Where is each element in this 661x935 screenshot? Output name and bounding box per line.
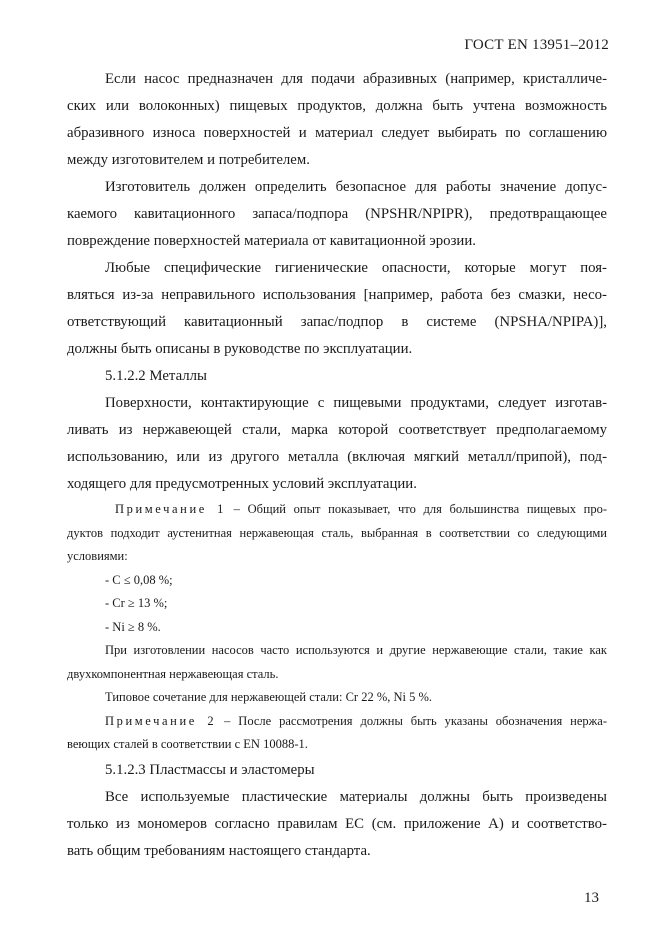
note-text: – После рассмотрения должны быть указаны обозначения нержа- bbox=[224, 713, 607, 728]
condition-item: - Cr ≥ 13 %; bbox=[105, 596, 168, 610]
note-line: двухкомпонентная нержавеющая сталь. bbox=[67, 666, 279, 681]
paragraph-hygiene bbox=[67, 255, 607, 363]
note-line: Типовое сочетание для нержавеющей стали: Cr 22 %, Ni 5 %. bbox=[105, 690, 433, 704]
paragraph-cavitation bbox=[67, 174, 607, 255]
text-line: ливать из нержавеющей стали, марка которой соответствует предполагаемому bbox=[67, 422, 607, 438]
text-line: ответствующий кавитационный запас/подпор в системе (NPSHA/NPIPA)], bbox=[67, 314, 607, 330]
note-label: Примечание 2 bbox=[105, 713, 217, 728]
page-body bbox=[67, 66, 607, 865]
section-heading-plastics: 5.1.2.3 Пластмассы и эластомеры bbox=[105, 761, 315, 778]
text-line: использованию, или из другого металла (включая мягкий металл/припой), под- bbox=[67, 449, 607, 465]
note-line: условиями: bbox=[67, 549, 128, 563]
note-label: Примечание 1 bbox=[115, 502, 226, 516]
text-line: абразивного износа поверхностей и материал следует выбирать по соглашению bbox=[67, 125, 607, 141]
condition-item: - C ≤ 0,08 %; bbox=[105, 572, 173, 587]
text-line: Любые специфические гигиенические опасности, которые могут поя- bbox=[105, 260, 607, 276]
condition-item: - Ni ≥ 8 %. bbox=[105, 619, 161, 634]
text-line: Если насос предназначен для подачи абразивных (например, кристалличе- bbox=[105, 71, 607, 87]
text-line: ходящего для предусмотренных условий эксплуатации. bbox=[67, 476, 417, 492]
paragraph-metals bbox=[67, 390, 607, 498]
text-line: Все используемые пластические материалы должны быть произведены bbox=[105, 788, 607, 805]
note-line bbox=[67, 498, 607, 522]
paragraph-abrasive bbox=[67, 66, 607, 174]
page-number: 13 bbox=[584, 890, 599, 906]
paragraph-plastics bbox=[67, 784, 607, 865]
text-line: только из мономеров согласно правилам ЕС (см. приложение А) и соответство- bbox=[67, 815, 607, 832]
text-line: каемого кавитационного запаса/подпора (NPSHR/NPIPR), предотвращающее bbox=[67, 206, 607, 222]
note-line: дуктов подходит аустенитная нержавеющая сталь, выбранная в соответствии со следующими bbox=[67, 525, 607, 540]
note-text: – Общий опыт показывает, что для большинства пищевых про- bbox=[233, 502, 607, 516]
note-line: При изготовлении насосов часто используются и другие нержавеющие стали, такие как bbox=[105, 643, 607, 657]
text-line: ских или волоконных) пищевых продуктов, должна быть учтена возможность bbox=[67, 98, 607, 114]
text-line: вать общим требованиям настоящего стандарта. bbox=[67, 842, 371, 859]
note-line: веющих сталей в соответствии с EN 10088-1. bbox=[67, 737, 308, 751]
standard-designation: ГОСТ EN 13951–2012 bbox=[464, 37, 609, 53]
section-heading-metals: 5.1.2.2 Металлы bbox=[105, 368, 207, 384]
text-line: Поверхности, контактирующие с пищевыми продуктами, следует изготав- bbox=[105, 395, 607, 411]
text-line: вляться из-за неправильного использования [например, работа без смазки, несо- bbox=[67, 287, 607, 303]
text-line: Изготовитель должен определить безопасное для работы значение допус- bbox=[105, 179, 607, 195]
note-2 bbox=[67, 710, 607, 757]
text-line: повреждение поверхностей материала от кавитационной эрозии. bbox=[67, 233, 476, 249]
note-1 bbox=[67, 498, 607, 710]
text-line: должны быть описаны в руководстве по эксплуатации. bbox=[67, 341, 413, 357]
text-line: между изготовителем и потребителем. bbox=[67, 152, 310, 168]
note-line bbox=[67, 710, 607, 734]
